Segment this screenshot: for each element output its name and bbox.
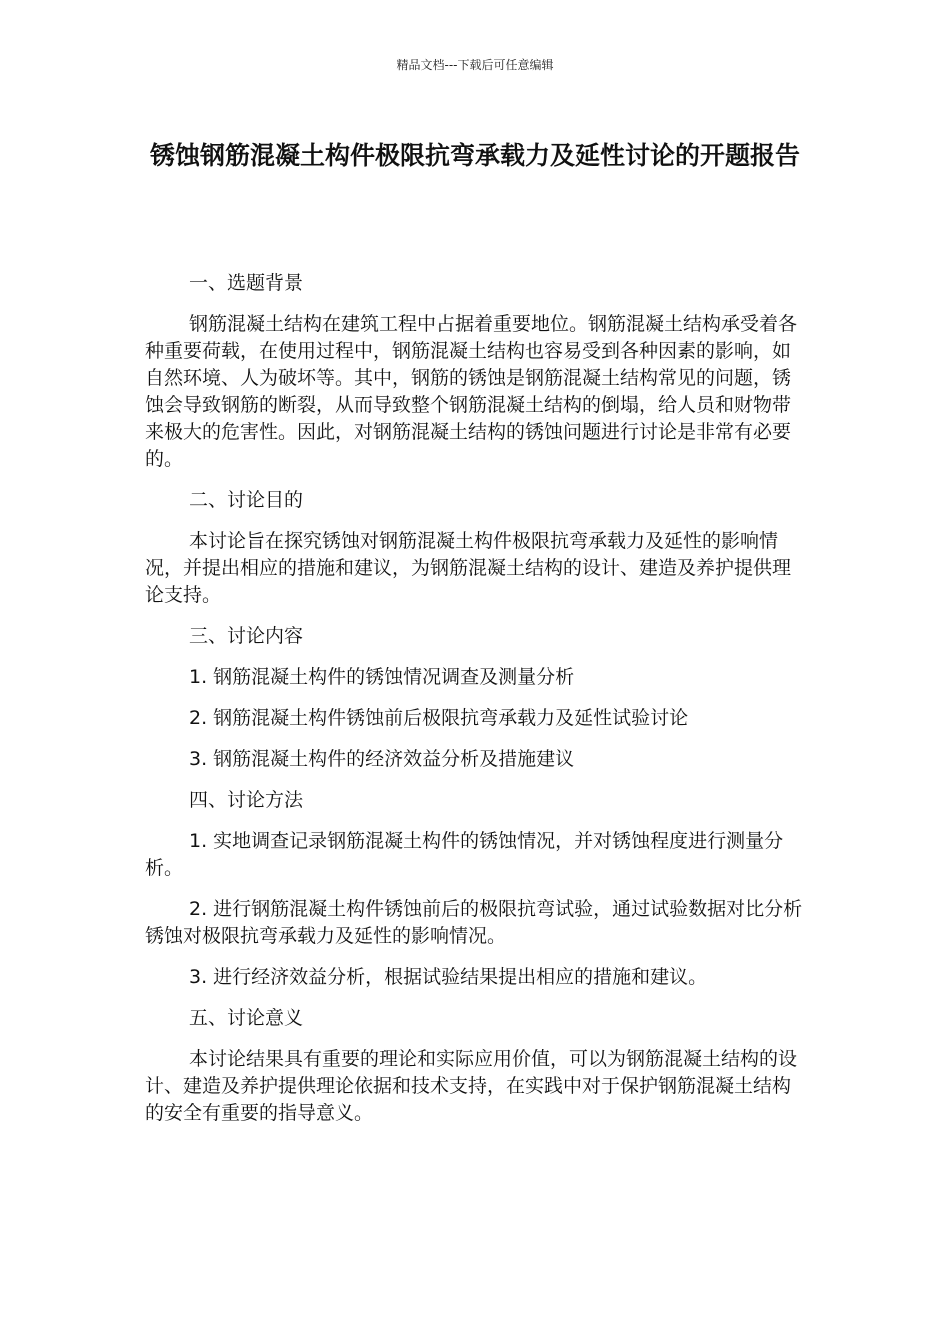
content-item-3: 3. 钢筋混凝土构件的经济效益分析及措施建议 bbox=[189, 748, 575, 770]
document-title: 锈蚀钢筋混凝土构件极限抗弯承载力及延性讨论的开题报告 bbox=[149, 141, 800, 170]
paragraph-purpose: 本讨论旨在探究锈蚀对钢筋混凝土构件极限抗弯承载力及延性的影响情况，并提出相应的措施和建议，为钢筋混凝土结构的设计、建造及养护提供理论支持。 bbox=[145, 530, 792, 606]
content-item-1: 1. 钢筋混凝土构件的锈蚀情况调查及测量分析 bbox=[189, 666, 575, 688]
document-body bbox=[145, 270, 805, 1141]
method-item-3: 3. 进行经济效益分析，根据试验结果提出相应的措施和建议。 bbox=[189, 966, 708, 988]
section-heading-content: 三、讨论内容 bbox=[189, 625, 304, 647]
content-item-2: 2. 钢筋混凝土构件锈蚀前后极限抗弯承载力及延性试验讨论 bbox=[189, 707, 689, 729]
section-heading-background: 一、选题背景 bbox=[189, 272, 304, 294]
section-heading-purpose: 二、讨论目的 bbox=[189, 489, 304, 511]
page-header: 精品文档---下载后可任意编辑 bbox=[396, 58, 554, 72]
method-item-1: 1. 实地调查记录钢筋混凝土构件的锈蚀情况，并对锈蚀程度进行测量分析。 bbox=[145, 830, 784, 879]
section-heading-significance: 五、讨论意义 bbox=[189, 1007, 304, 1029]
paragraph-significance: 本讨论结果具有重要的理论和实际应用价值，可以为钢筋混凝土结构的设计、建造及养护提供理论依据和技术支持，在实践中对于保护钢筋混凝土结构的安全有重要的指导意义。 bbox=[145, 1048, 798, 1124]
method-item-2: 2. 进行钢筋混凝土构件锈蚀前后的极限抗弯试验，通过试验数据对比分析锈蚀对极限抗弯承载力及延性的影响情况。 bbox=[145, 898, 803, 947]
paragraph-background: 钢筋混凝土结构在建筑工程中占据着重要地位。钢筋混凝土结构承受着各种重要荷载，在使用过程中，钢筋混凝土结构也容易受到各种因素的影响，如自然环境、人为破坏等。其中，钢筋的锈蚀是钢筋混凝土结构常见的问题，锈蚀会导致钢筋的断裂，从而导致整个钢筋混凝土结构的倒塌，给人员和财物带来极大的危害性。因此，对钢筋混凝土结构的锈蚀问题进行讨论是非常有必要的。 bbox=[145, 313, 798, 470]
section-heading-method: 四、讨论方法 bbox=[189, 789, 304, 811]
